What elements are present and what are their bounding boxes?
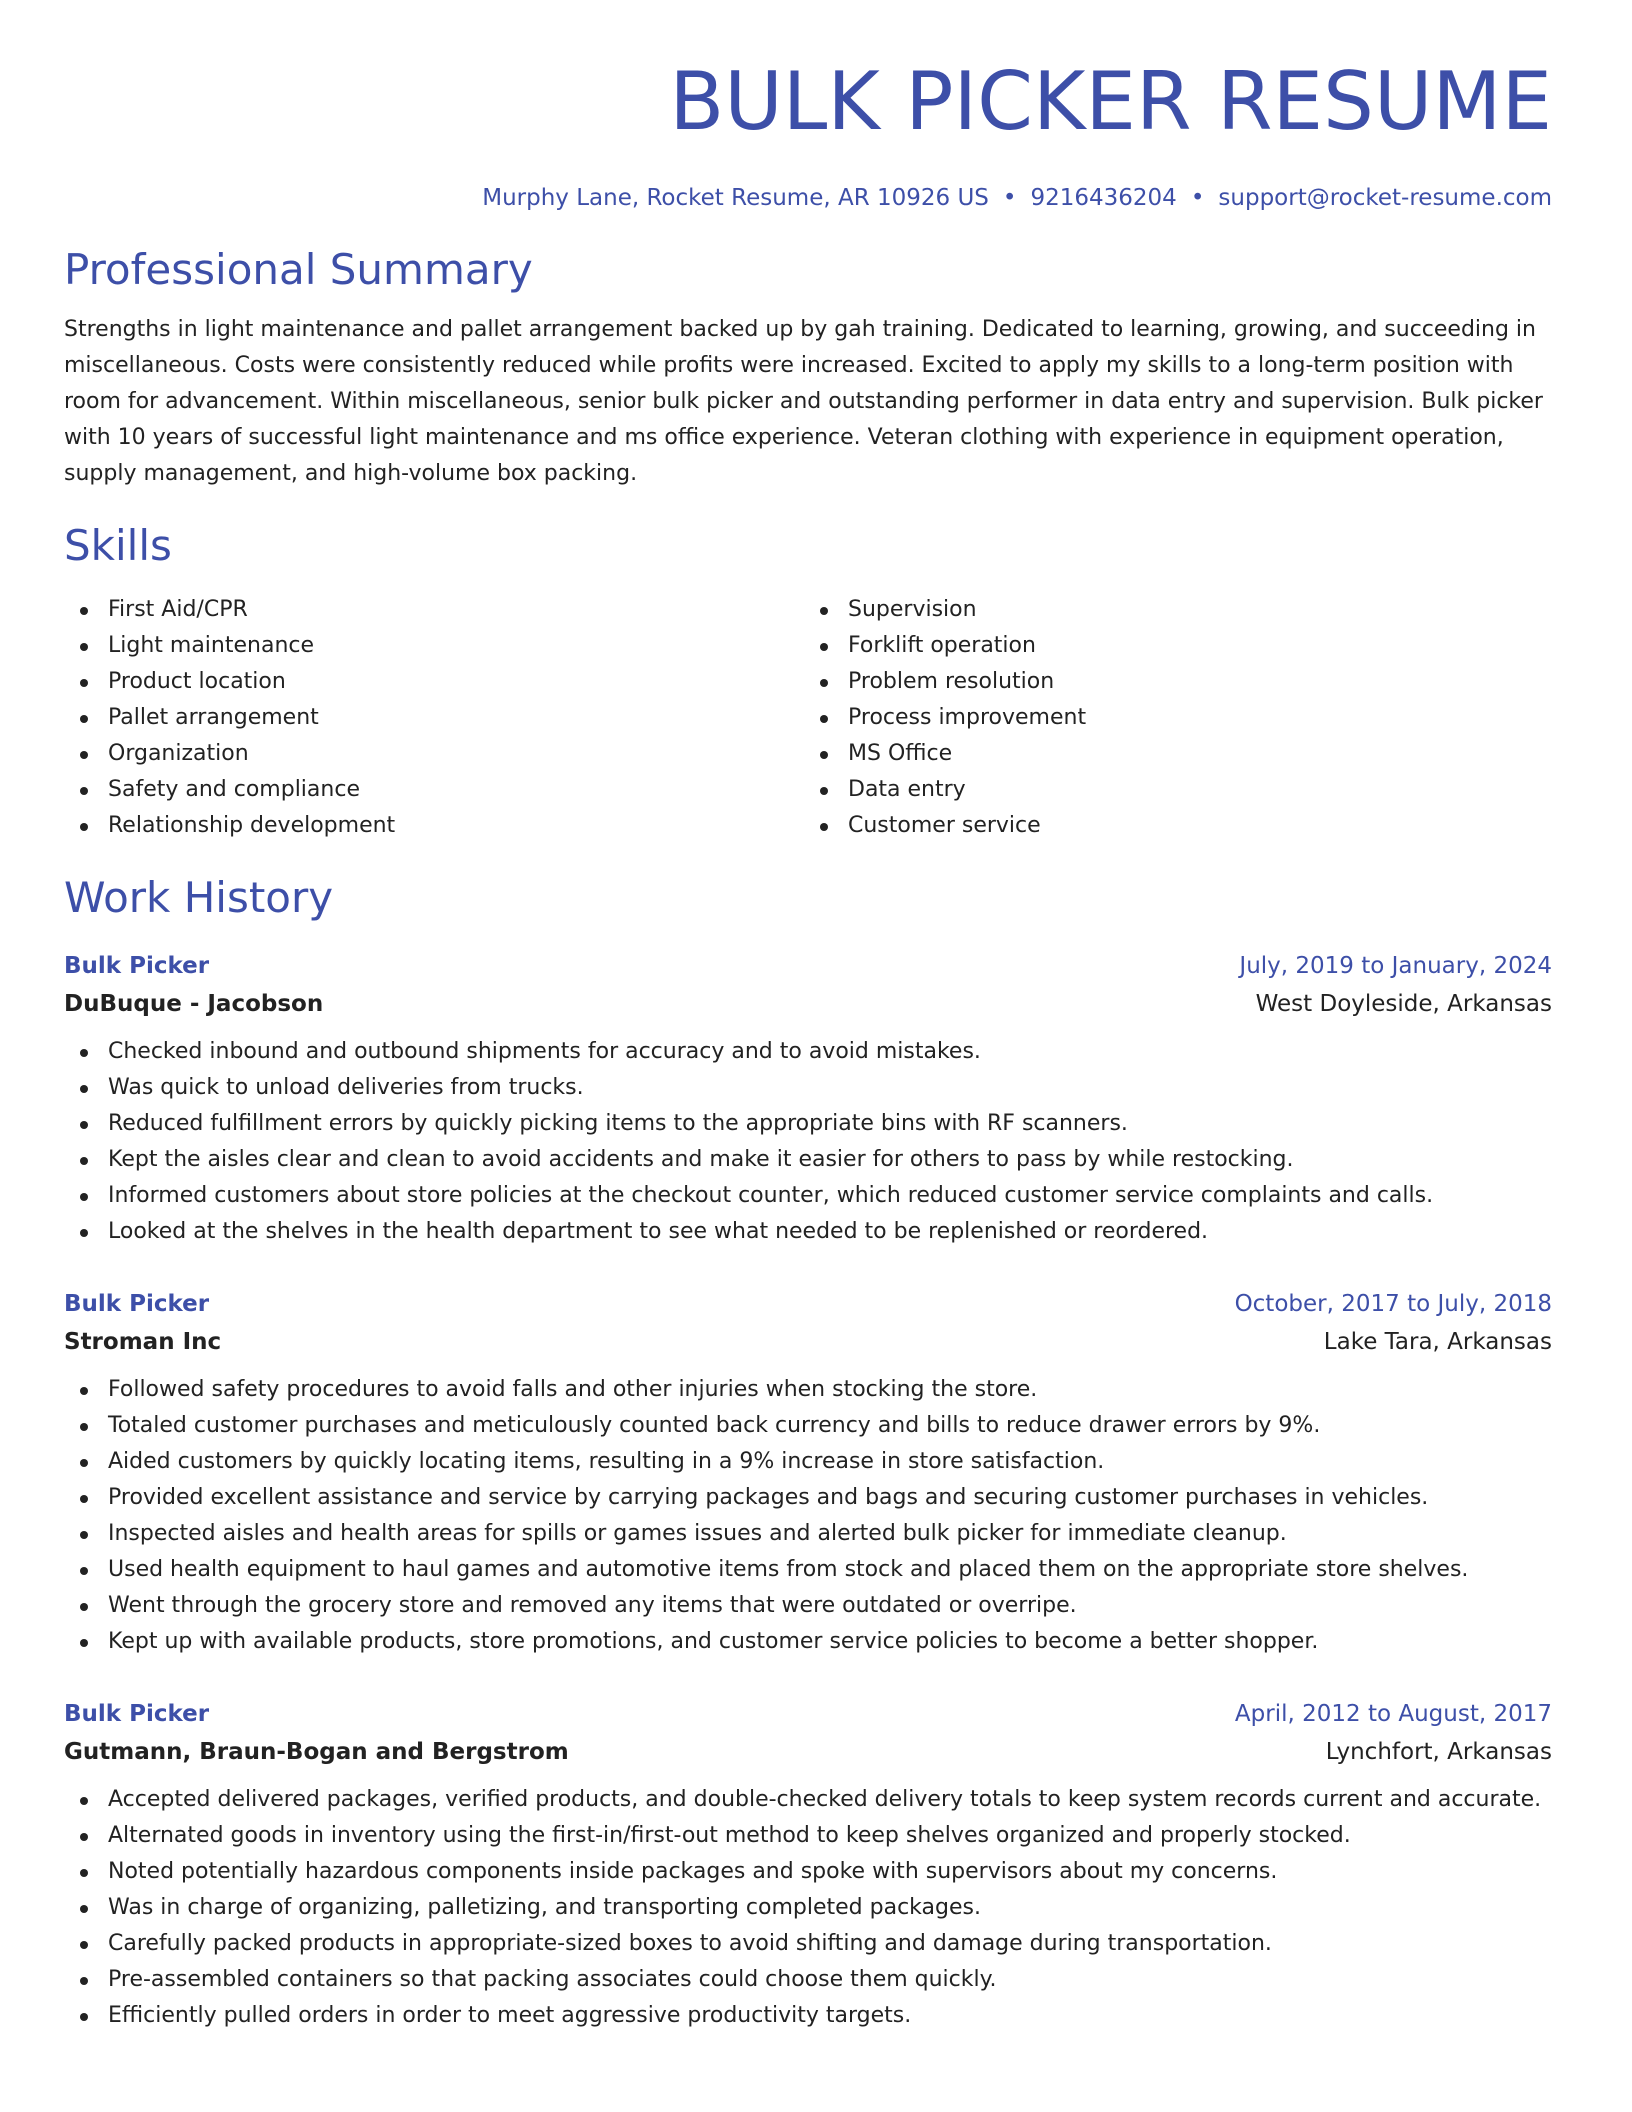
job-dates: October, 2017 to July, 2018 (1234, 1291, 1552, 1317)
job-bullets (64, 1372, 1552, 1660)
contact-phone: 9216436204 (1030, 185, 1177, 211)
job-company-row (64, 984, 1552, 1024)
job-title: Bulk Picker (64, 1291, 210, 1317)
job-entry (64, 1696, 1552, 2034)
skill-item: Supervision (804, 592, 1544, 628)
skill-item: Forklift operation (804, 628, 1544, 664)
skill-item: MS Office (804, 736, 1544, 772)
job-bullet: Kept up with available products, store promotions, and customer service policies to become a better shopper. (64, 1624, 1552, 1660)
job-header-row (64, 1696, 1552, 1732)
job-bullet: Provided excellent assistance and service by carrying packages and bags and securing customer purchases in vehicles. (64, 1480, 1552, 1516)
job-location: Lake Tara, Arkansas (1323, 1329, 1552, 1355)
job-title: Bulk Picker (64, 953, 210, 979)
skills-heading: Skills (64, 521, 172, 570)
job-bullet: Efficiently pulled orders in order to meet aggressive productivity targets. (64, 1998, 1552, 2034)
job-bullet: Reduced fulfillment errors by quickly picking items to the appropriate bins with RF scanners. (64, 1106, 1552, 1142)
skills-column-left (64, 592, 804, 844)
job-dates: July, 2019 to January, 2024 (1239, 953, 1552, 979)
job-bullet: Noted potentially hazardous components inside packages and spoke with supervisors about my concerns. (64, 1854, 1552, 1890)
contact-email: support@rocket-resume.com (1218, 185, 1552, 211)
work-history-heading: Work History (64, 873, 334, 922)
job-location: Lynchfort, Arkansas (1325, 1739, 1552, 1765)
job-header-row (64, 948, 1552, 984)
job-dates: April, 2012 to August, 2017 (1234, 1701, 1552, 1727)
job-bullet: Used health equipment to haul games and automotive items from stock and placed them on the appropriate store shelves. (64, 1552, 1552, 1588)
job-company-row (64, 1322, 1552, 1362)
summary-heading: Professional Summary (64, 245, 533, 294)
job-header-row (64, 1286, 1552, 1322)
job-location: West Doyleside, Arkansas (1255, 991, 1552, 1017)
skill-item: Process improvement (804, 700, 1544, 736)
skill-item: Light maintenance (64, 628, 804, 664)
contact-separator: • (1190, 185, 1205, 211)
job-bullet: Went through the grocery store and removed any items that were outdated or overripe. (64, 1588, 1552, 1624)
contact-separator: • (1002, 185, 1017, 211)
job-entry (64, 1286, 1552, 1660)
job-bullet: Accepted delivered packages, verified products, and double-checked delivery totals to keep system records current and accurate. (64, 1782, 1552, 1818)
job-title: Bulk Picker (64, 1701, 210, 1727)
skill-item: First Aid/CPR (64, 592, 804, 628)
job-company: Gutmann, Braun-Bogan and Bergstrom (64, 1739, 569, 1765)
summary-text: Strengths in light maintenance and pallet arrangement backed up by gah training. Dedicated to learning, growing, and succeeding in miscellaneous. Costs were consistently reduced while profits were increased. Excited to apply my skills to a long-term position with room for advancement. Within miscellaneous, senior bulk picker and outstanding performer in data entry and supervision. Bulk picker with 10 years of successful light maintenance and ms office experience. Veteran clothing with experience in equipment operation, supply management, and high-volume box packing. (64, 317, 1543, 486)
job-bullet: Looked at the shelves in the health department to see what needed to be replenished or reordered. (64, 1214, 1552, 1250)
contact-line (64, 182, 1552, 214)
skill-item: Data entry (804, 772, 1544, 808)
job-bullet: Followed safety procedures to avoid falls and other injuries when stocking the store. (64, 1372, 1552, 1408)
job-company: DuBuque - Jacobson (64, 991, 324, 1017)
job-bullets (64, 1034, 1552, 1250)
job-company-row (64, 1732, 1552, 1772)
job-bullet: Totaled customer purchases and meticulously counted back currency and bills to reduce drawer errors by 9%. (64, 1408, 1552, 1444)
skill-item: Pallet arrangement (64, 700, 804, 736)
job-bullet: Pre-assembled containers so that packing associates could choose them quickly. (64, 1962, 1552, 1998)
skill-item: Customer service (804, 808, 1544, 844)
resume-title: BULK PICKER RESUME (669, 55, 1552, 148)
skill-item: Product location (64, 664, 804, 700)
job-bullet: Carefully packed products in appropriate-sized boxes to avoid shifting and damage during transportation. (64, 1926, 1552, 1962)
skills-column-right (804, 592, 1544, 844)
job-bullet: Kept the aisles clear and clean to avoid accidents and make it easier for others to pass by while restocking. (64, 1142, 1552, 1178)
skills-list (64, 592, 1552, 844)
job-bullet: Informed customers about store policies at the checkout counter, which reduced customer service complaints and calls. (64, 1178, 1552, 1214)
contact-address: Murphy Lane, Rocket Resume, AR 10926 US (482, 185, 989, 211)
job-bullet: Checked inbound and outbound shipments for accuracy and to avoid mistakes. (64, 1034, 1552, 1070)
job-bullet: Alternated goods in inventory using the first-in/first-out method to keep shelves organized and properly stocked. (64, 1818, 1552, 1854)
job-entry (64, 948, 1552, 1250)
job-bullet: Was in charge of organizing, palletizing, and transporting completed packages. (64, 1890, 1552, 1926)
skill-item: Problem resolution (804, 664, 1544, 700)
job-company: Stroman Inc (64, 1329, 222, 1355)
job-bullet: Aided customers by quickly locating items, resulting in a 9% increase in store satisfaction. (64, 1444, 1552, 1480)
job-bullets (64, 1782, 1552, 2034)
skill-item: Relationship development (64, 808, 804, 844)
skill-item: Safety and compliance (64, 772, 804, 808)
skill-item: Organization (64, 736, 804, 772)
job-bullet: Was quick to unload deliveries from trucks. (64, 1070, 1552, 1106)
job-bullet: Inspected aisles and health areas for spills or games issues and alerted bulk picker for immediate cleanup. (64, 1516, 1552, 1552)
